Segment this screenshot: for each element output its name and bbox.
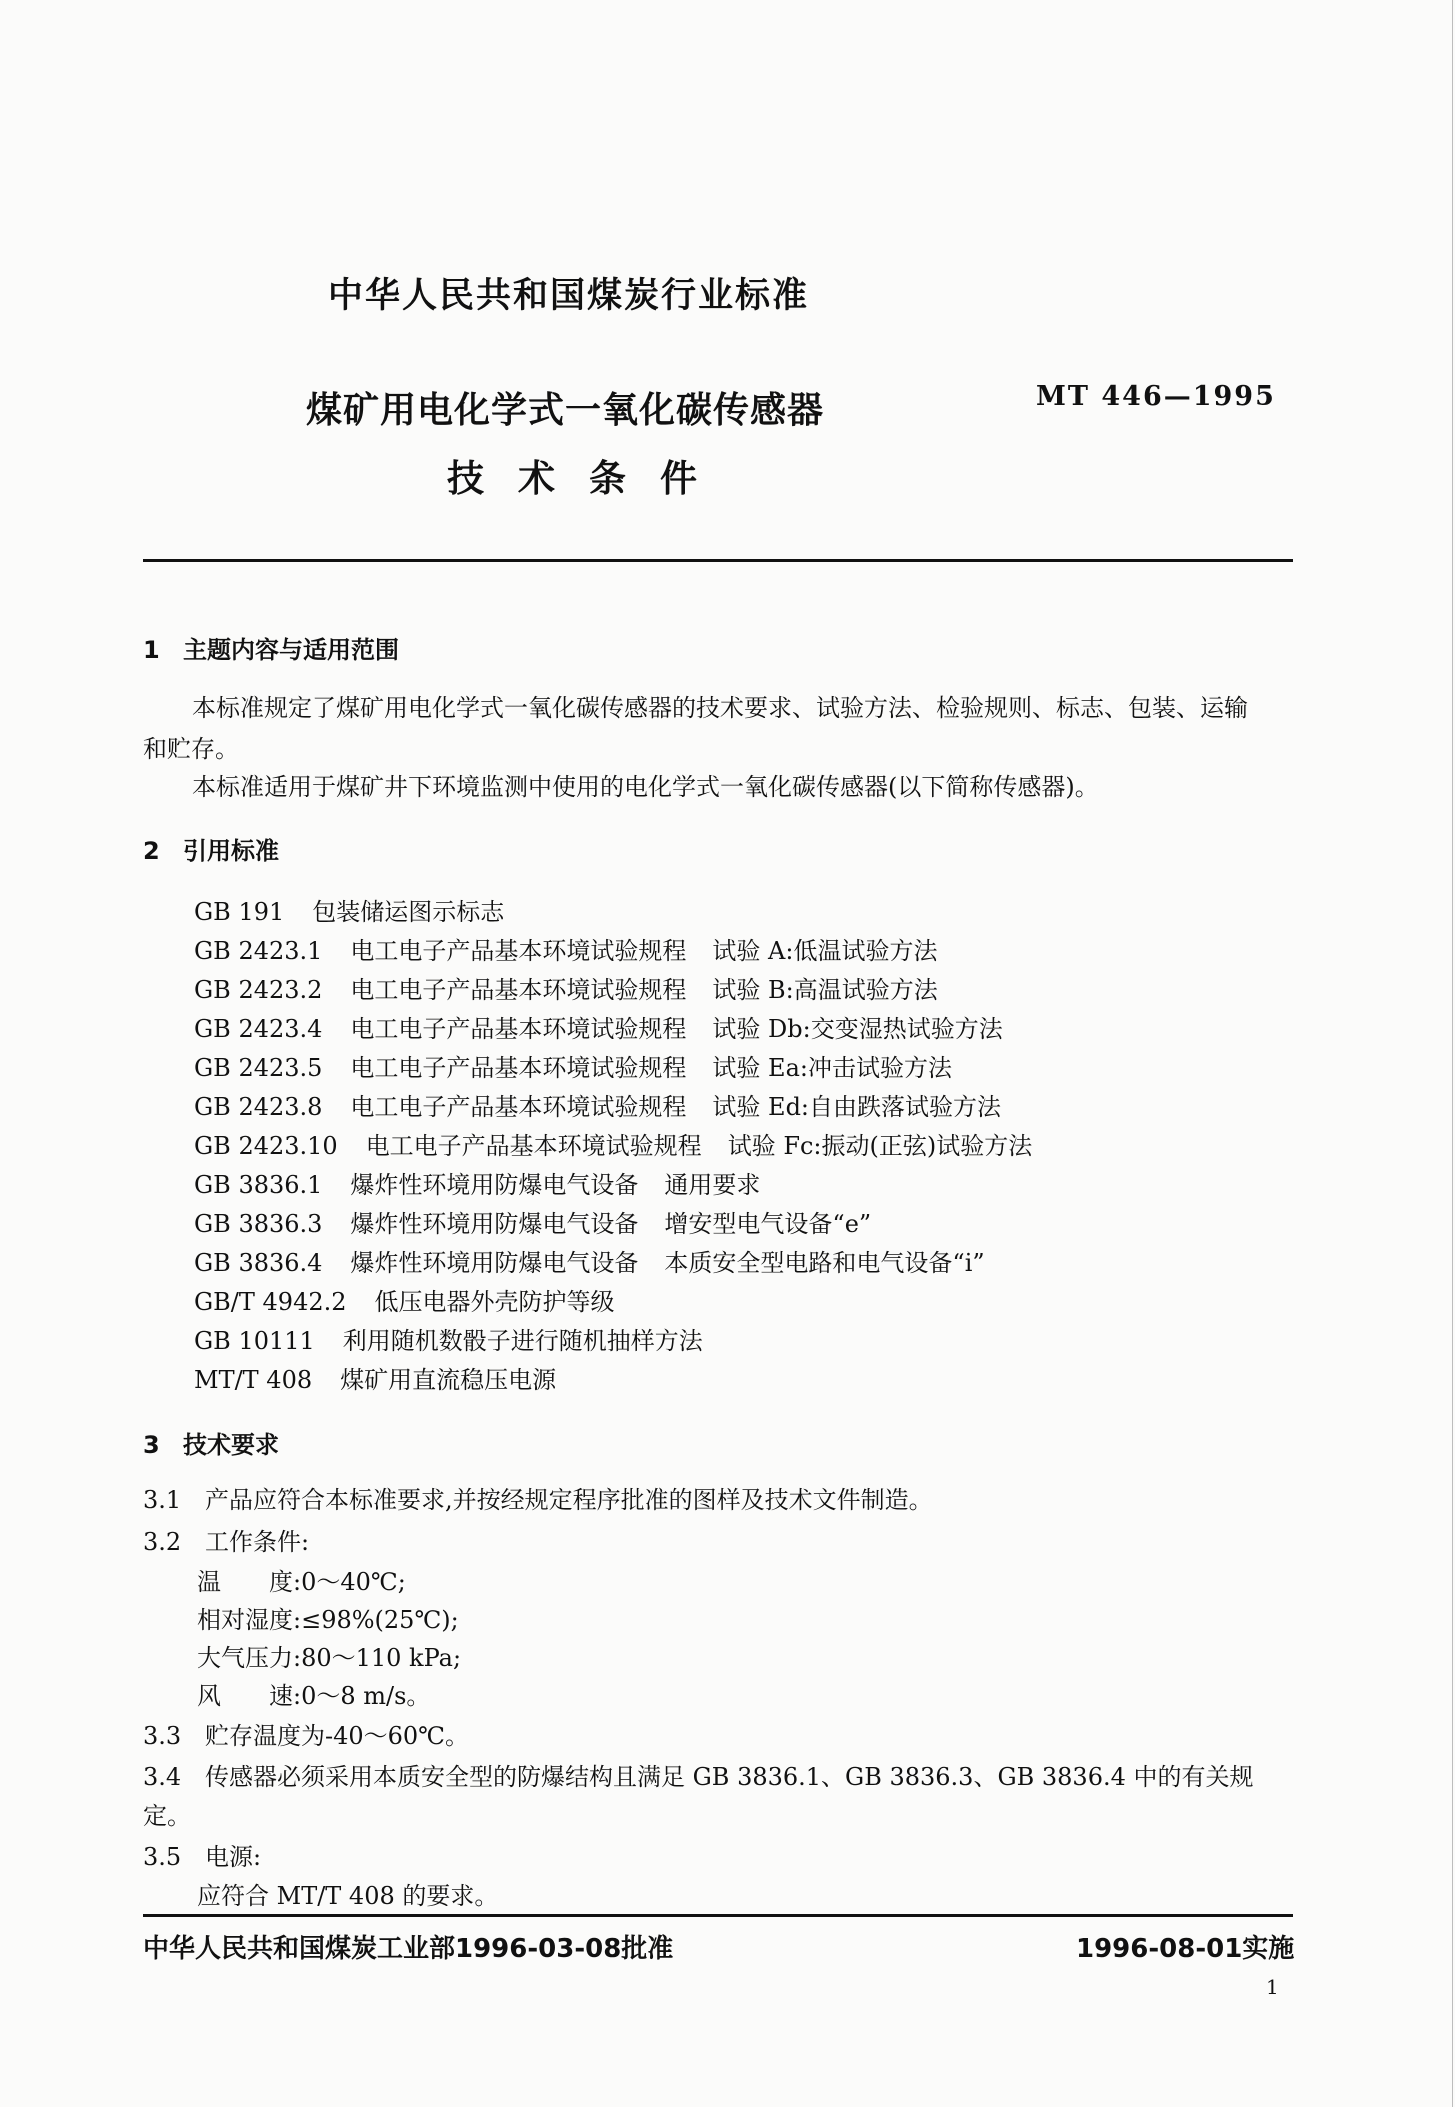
reference-code: GB 191 [194, 898, 285, 926]
reference-code: GB 3836.4 [194, 1249, 323, 1277]
page-number: 1 [1266, 1975, 1279, 1999]
reference-name: 低压电器外壳防护等级 [374, 1288, 615, 1316]
reference-name: 电工电子产品基本环境试验规程 [350, 937, 687, 965]
clause-text: 工作条件: [205, 1528, 310, 1556]
section-2-heading [143, 831, 279, 866]
reference-item [194, 1048, 952, 1083]
clause-number: 3.5 [143, 1843, 182, 1871]
reference-name: 爆炸性环境用防爆电气设备 [350, 1249, 639, 1277]
condition-temperature: 温 度:0～40℃; [197, 1568, 406, 1596]
reference-name: 包装储运图示标志 [312, 898, 505, 926]
clause-number: 3.2 [143, 1528, 182, 1556]
approval-line: 中华人民共和国煤炭工业部1996-03-08批准 [143, 1934, 674, 1964]
clause-3-5-body: 应符合 MT/T 408 的要求。 [197, 1882, 499, 1910]
clause-3-3 [143, 1716, 469, 1751]
section-3-number: 3 [143, 1431, 160, 1459]
reference-code: GB/T 4942.2 [194, 1288, 347, 1316]
reference-name: 爆炸性环境用防爆电气设备 [350, 1171, 639, 1199]
section-3-title: 技术要求 [183, 1431, 279, 1459]
reference-code: GB 2423.1 [194, 937, 323, 965]
reference-code: GB 3836.3 [194, 1210, 323, 1238]
reference-item [194, 1165, 760, 1200]
clause-text: 产品应符合本标准要求,并按经规定程序批准的图样及技术文件制造。 [205, 1486, 933, 1514]
reference-item [194, 970, 938, 1005]
reference-code: GB 2423.2 [194, 976, 323, 1004]
section-3-heading [143, 1425, 279, 1460]
reference-test: 增安型电气设备“e” [664, 1210, 872, 1238]
reference-code: GB 2423.10 [194, 1132, 338, 1160]
clause-3-2 [143, 1522, 309, 1557]
section-1-paragraph-1-line-2: 和贮存。 [143, 735, 239, 763]
standard-number: MT 446—1995 [1036, 381, 1276, 412]
document-title: 煤矿用电化学式一氧化碳传感器 [306, 390, 825, 431]
reference-test: 试验 Ea:冲击试验方法 [712, 1054, 952, 1082]
reference-item [194, 1126, 1032, 1161]
reference-item [194, 892, 504, 927]
issuing-organization: 中华人民共和国煤炭行业标准 [328, 276, 810, 316]
reference-test: 通用要求 [664, 1171, 761, 1199]
condition-wind-speed: 风 速:0～8 m/s。 [197, 1682, 431, 1710]
reference-name: 爆炸性环境用防爆电气设备 [350, 1210, 639, 1238]
reference-item [194, 1243, 985, 1278]
document-subtitle: 技术条件 [447, 457, 731, 500]
section-1-heading [143, 630, 399, 665]
reference-item [194, 1009, 1003, 1044]
reference-name: 电工电子产品基本环境试验规程 [365, 1132, 702, 1160]
condition-humidity: 相对湿度:≤98%(25℃); [197, 1606, 459, 1634]
reference-name: 电工电子产品基本环境试验规程 [350, 1015, 687, 1043]
clause-3-4-continuation: 定。 [143, 1802, 191, 1830]
reference-test: 试验 A:低温试验方法 [712, 937, 938, 965]
reference-test: 试验 B:高温试验方法 [712, 976, 938, 1004]
reference-test: 试验 Db:交变湿热试验方法 [712, 1015, 1003, 1043]
clause-text: 贮存温度为-40～60℃。 [205, 1722, 470, 1750]
clause-number: 3.4 [143, 1763, 182, 1791]
section-1-title: 主题内容与适用范围 [183, 636, 399, 664]
clause-text: 传感器必须采用本质安全型的防爆结构且满足 GB 3836.1、GB 3836.3、GB 3836.4 中的有关规 [205, 1763, 1254, 1791]
section-1-paragraph-2: 本标准适用于煤矿井下环境监测中使用的电化学式一氧化碳传感器(以下简称传感器)。 [192, 773, 1099, 801]
reference-item [194, 1204, 871, 1239]
reference-code: GB 10111 [194, 1327, 315, 1355]
clause-number: 3.1 [143, 1486, 182, 1514]
reference-test: 试验 Fc:振动(正弦)试验方法 [727, 1132, 1033, 1160]
reference-code: GB 2423.8 [194, 1093, 323, 1121]
condition-pressure: 大气压力:80～110 kPa; [197, 1644, 462, 1672]
reference-item [194, 1360, 556, 1395]
clause-number: 3.3 [143, 1722, 182, 1750]
reference-item [194, 1321, 703, 1356]
section-1-number: 1 [143, 636, 160, 664]
effective-date: 1996-08-01实施 [1076, 1934, 1295, 1964]
reference-name: 电工电子产品基本环境试验规程 [350, 1054, 687, 1082]
clause-3-5 [143, 1837, 261, 1872]
reference-item [194, 931, 937, 966]
section-1-paragraph-1-line-1: 本标准规定了煤矿用电化学式一氧化碳传感器的技术要求、试验方法、检验规则、标志、包装、运输 [192, 694, 1248, 722]
section-2-number: 2 [143, 837, 160, 865]
reference-code: GB 3836.1 [194, 1171, 323, 1199]
reference-name: 利用随机数骰子进行随机抽样方法 [342, 1327, 703, 1355]
reference-name: 电工电子产品基本环境试验规程 [350, 976, 687, 1004]
footer-divider [143, 1914, 1293, 1917]
reference-name: 煤矿用直流稳压电源 [340, 1366, 557, 1394]
clause-3-4 [143, 1757, 1254, 1792]
clause-text: 电源: [205, 1843, 262, 1871]
reference-code: GB 2423.5 [194, 1054, 323, 1082]
section-2-title: 引用标准 [183, 837, 279, 865]
reference-name: 电工电子产品基本环境试验规程 [350, 1093, 687, 1121]
reference-test: 试验 Ed:自由跌落试验方法 [712, 1093, 1002, 1121]
clause-3-1 [143, 1480, 933, 1515]
reference-code: MT/T 408 [194, 1366, 313, 1394]
reference-item [194, 1087, 1001, 1122]
reference-item [194, 1282, 615, 1317]
reference-test: 本质安全型电路和电气设备“i” [664, 1249, 985, 1277]
page-edge [1452, 0, 1453, 2107]
reference-code: GB 2423.4 [194, 1015, 323, 1043]
header-divider [143, 559, 1293, 562]
